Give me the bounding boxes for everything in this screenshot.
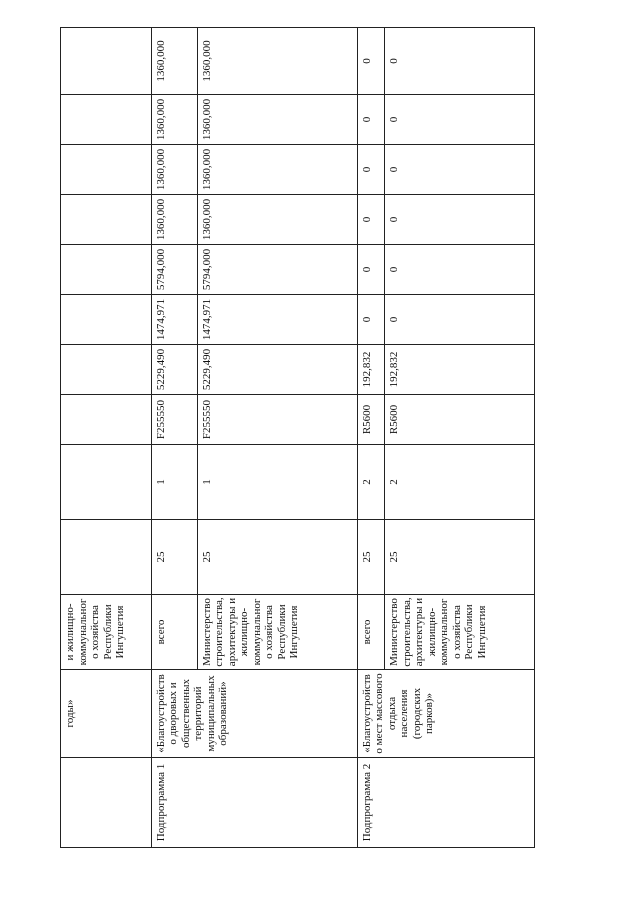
grbs-cell: 25 <box>385 520 535 595</box>
subprogram-name: «Благоустройство дворовых и общественных территорий муниципальных образований» <box>151 670 357 758</box>
executor-cell: Министерство строительства, архитектуры и жилищно-коммунального хозяйства Республики Ингушетия <box>197 595 357 670</box>
value-cell: 0 <box>357 95 385 145</box>
value-cell: 1360,000 <box>197 28 357 95</box>
value-cell: 1474,971 <box>197 295 357 345</box>
executor-cell: Министерство строительства, архитектуры и жилищно-коммунального хозяйства Республики Ингушетия <box>385 595 535 670</box>
value-cell: 0 <box>385 245 535 295</box>
value-cell: 1360,000 <box>197 95 357 145</box>
csr-cell: R5600 <box>357 395 385 445</box>
value-cell: 0 <box>357 28 385 95</box>
value-cell: 0 <box>357 145 385 195</box>
value-cell: 1360,000 <box>151 28 197 95</box>
rz-cell: 2 <box>357 445 385 520</box>
value-cell: 5229,490 <box>197 345 357 395</box>
value-cell: 0 <box>385 145 535 195</box>
value-cell: 1360,000 <box>197 195 357 245</box>
value-cell: 1360,000 <box>151 195 197 245</box>
value-cell: 0 <box>357 195 385 245</box>
value-cell: 0 <box>357 245 385 295</box>
grbs-cell: 25 <box>357 520 385 595</box>
value-cell: 0 <box>385 295 535 345</box>
cell-program-name-cont: годы» <box>61 670 152 758</box>
value-cell: 192,832 <box>357 345 385 395</box>
csr-cell: F255550 <box>197 395 357 445</box>
value-cell: 5794,000 <box>197 245 357 295</box>
subprogram-label: Подпрограмма 1 <box>151 758 357 848</box>
subprogram-name: «Благоустройство мест массового отдыха населения (городских парков)» <box>357 670 534 758</box>
table-row-continuation <box>61 28 152 848</box>
value-cell: 0 <box>385 28 535 95</box>
value-cell: 1474,971 <box>151 295 197 345</box>
table-row <box>151 28 197 848</box>
rz-cell: 2 <box>385 445 535 520</box>
grbs-cell: 25 <box>151 520 197 595</box>
value-cell: 5794,000 <box>151 245 197 295</box>
value-cell: 0 <box>357 295 385 345</box>
value-cell: 1360,000 <box>197 145 357 195</box>
budget-table <box>60 27 535 848</box>
cell-executor-cont: и жилищно-коммунального хозяйства Республики Ингушетия <box>61 595 152 670</box>
executor-cell: всего <box>357 595 385 670</box>
value-cell: 192,832 <box>385 345 535 395</box>
value-cell: 1360,000 <box>151 95 197 145</box>
csr-cell: F255550 <box>151 395 197 445</box>
rz-cell: 1 <box>151 445 197 520</box>
value-cell: 0 <box>385 195 535 245</box>
rotated-table-wrapper <box>60 28 535 848</box>
subprogram-label: Подпрограмма 2 <box>357 758 534 848</box>
table-row <box>357 28 385 848</box>
value-cell: 0 <box>385 95 535 145</box>
csr-cell: R5600 <box>385 395 535 445</box>
rz-cell: 1 <box>197 445 357 520</box>
cell-status-cont <box>61 758 152 848</box>
value-cell: 1360,000 <box>151 145 197 195</box>
grbs-cell: 25 <box>197 520 357 595</box>
value-cell: 5229,490 <box>151 345 197 395</box>
executor-cell: всего <box>151 595 197 670</box>
